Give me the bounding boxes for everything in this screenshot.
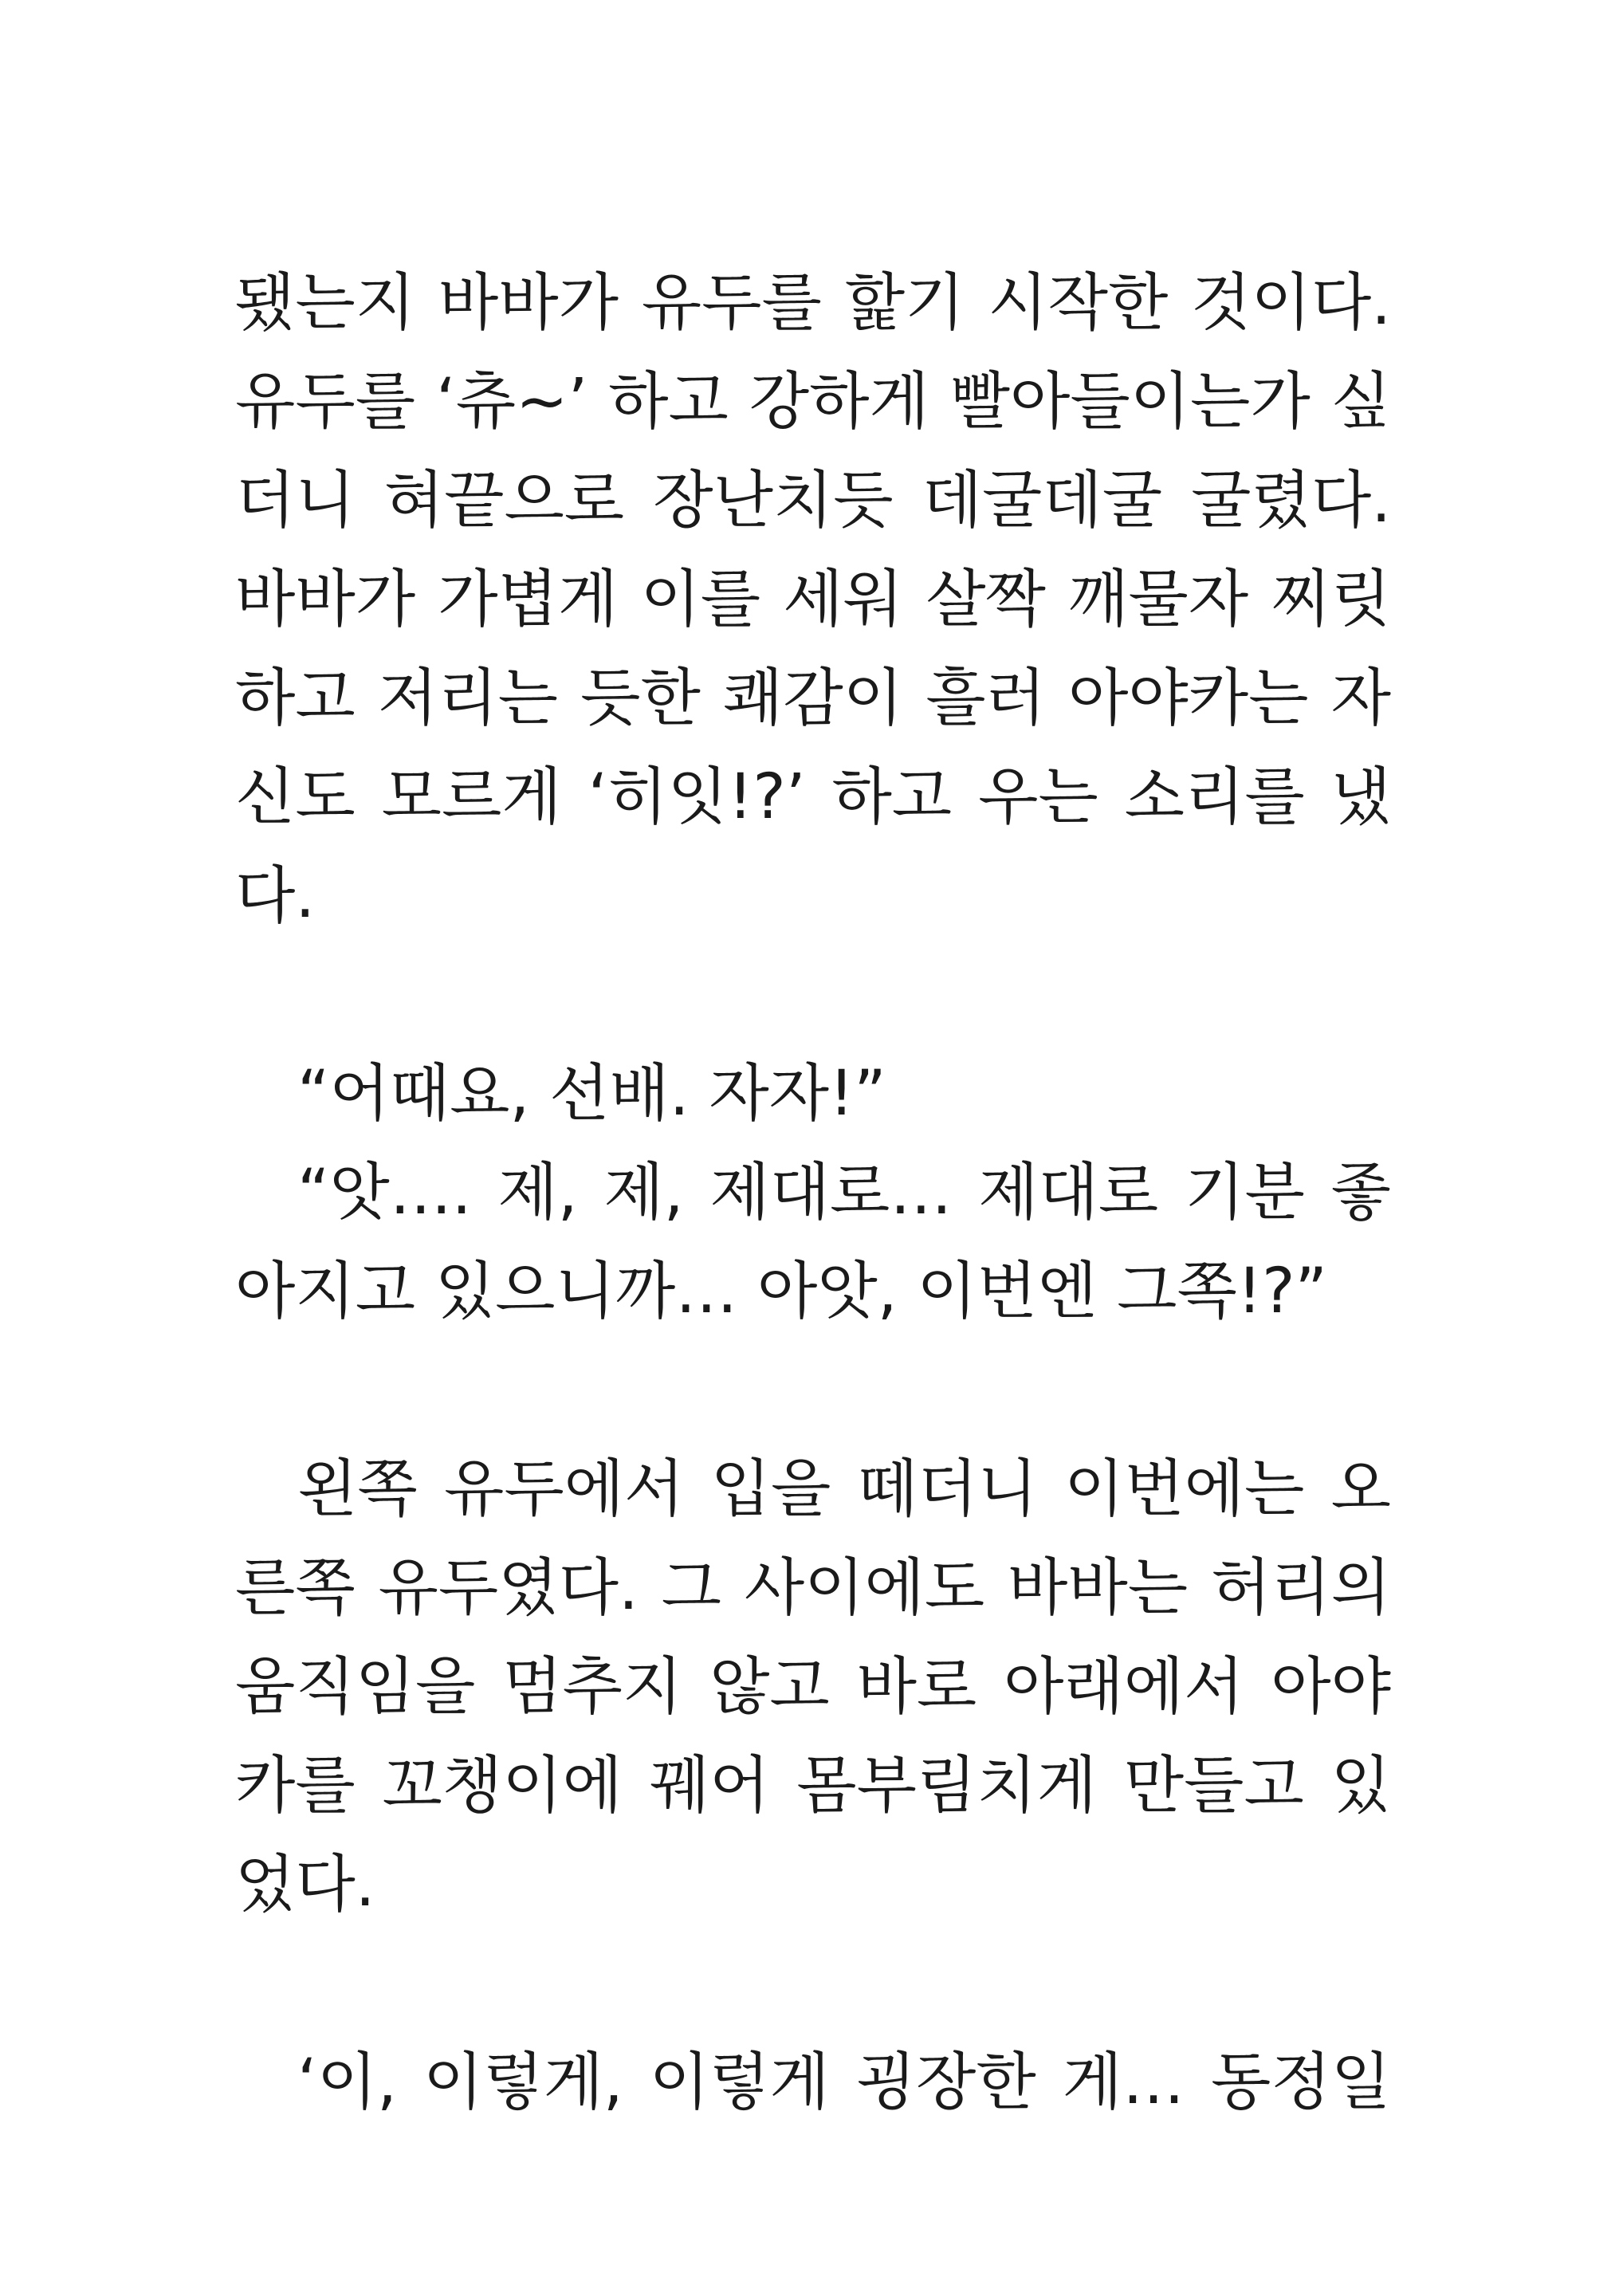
paragraph-gap (235, 1341, 1391, 1440)
text-line: 유두를 ‘츄~’ 하고 강하게 빨아들이는가 싶 (235, 366, 1391, 438)
text-line: 됐는지 바바가 유두를 핥기 시작한 것이다. (235, 267, 1391, 339)
thought-line: ‘이, 이렇게, 이렇게 굉장한 게… 동정일 (297, 2046, 1391, 2118)
text-line: 신도 모르게 ‘히잇!?’ 하고 우는 소리를 냈 (235, 761, 1391, 833)
dialogue-line: “앗…. 제, 제, 제대로… 제대로 기분 좋 (297, 1157, 1391, 1229)
dialogue-line: 아지고 있으니까… 아앗, 이번엔 그쪽!?” (235, 1256, 1327, 1327)
text-line: 다. (235, 860, 316, 932)
text-line: 카를 꼬챙이에 꿰어 몸부림치게 만들고 있 (235, 1750, 1391, 1822)
text-line: 더니 혀끝으로 장난치듯 데굴데굴 굴렸다. (235, 465, 1391, 537)
paragraph-gap (235, 1934, 1391, 2033)
dialogue-line: “어때요, 선배. 자자!” (297, 1058, 886, 1130)
text-line: 바바가 가볍게 이를 세워 살짝 깨물자 찌릿 (235, 564, 1391, 635)
body-text (235, 254, 1391, 2132)
text-line: 른쪽 유두였다. 그 사이에도 바바는 허리의 (235, 1552, 1391, 1624)
text-line: 왼쪽 유두에서 입을 떼더니 이번에는 오 (297, 1453, 1391, 1525)
text-line: 었다. (235, 1849, 375, 1921)
text-line: 하고 저리는 듯한 쾌감이 흘러 아야카는 자 (235, 662, 1391, 734)
text-line: 움직임을 멈추지 않고 바로 아래에서 아야 (235, 1651, 1391, 1723)
paragraph-gap (235, 946, 1391, 1044)
